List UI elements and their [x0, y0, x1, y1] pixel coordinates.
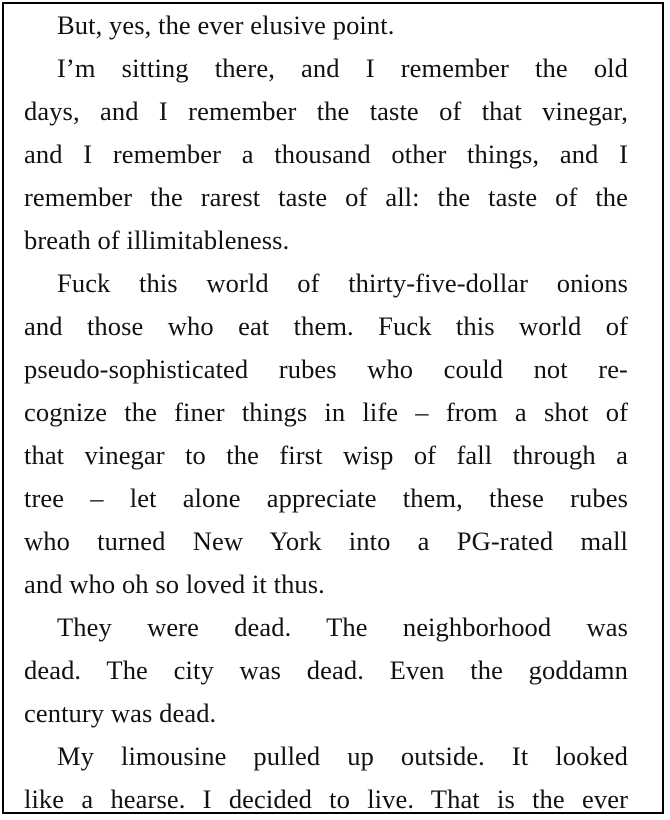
- text-line: century was dead.: [24, 698, 217, 728]
- text-line: pseudo-sophisticated rubes who could not re-: [24, 354, 628, 384]
- text-line: They were dead. The neighborhood was: [57, 612, 628, 642]
- text-line: remember the rarest taste of all: the taste of the: [24, 182, 628, 212]
- paragraph-5: [24, 735, 628, 814]
- text-line: tree – let alone appreciate them, these rubes: [24, 483, 628, 513]
- paragraph-4: [24, 606, 628, 735]
- text-line: But, yes, the ever elusive point.: [57, 10, 395, 40]
- text-body: [24, 4, 628, 814]
- paragraph-2: [24, 47, 628, 262]
- paragraph-3: [24, 262, 628, 606]
- text-line: breath of illimitableness.: [24, 225, 290, 255]
- text-line: days, and I remember the taste of that vinegar,: [24, 96, 628, 126]
- text-line: My limousine pulled up outside. It looked: [57, 741, 628, 771]
- text-line: that vinegar to the first wisp of fall through a: [24, 440, 628, 470]
- text-line: cognize the finer things in life – from a shot of: [24, 397, 628, 427]
- text-line: Fuck this world of thirty-five-dollar onions: [57, 268, 628, 298]
- text-line: and I remember a thousand other things, and I: [24, 139, 628, 169]
- text-line: dead. The city was dead. Even the goddamn: [24, 655, 628, 685]
- text-line: who turned New York into a PG-rated mall: [24, 526, 628, 556]
- text-line: and those who eat them. Fuck this world of: [24, 311, 628, 341]
- text-line: I’m sitting there, and I remember the old: [57, 53, 628, 83]
- text-line: like a hearse. I decided to live. That is the ever: [24, 784, 628, 814]
- book-page: [2, 2, 664, 814]
- text-line: and who oh so loved it thus.: [24, 569, 325, 599]
- paragraph-1: [24, 4, 628, 47]
